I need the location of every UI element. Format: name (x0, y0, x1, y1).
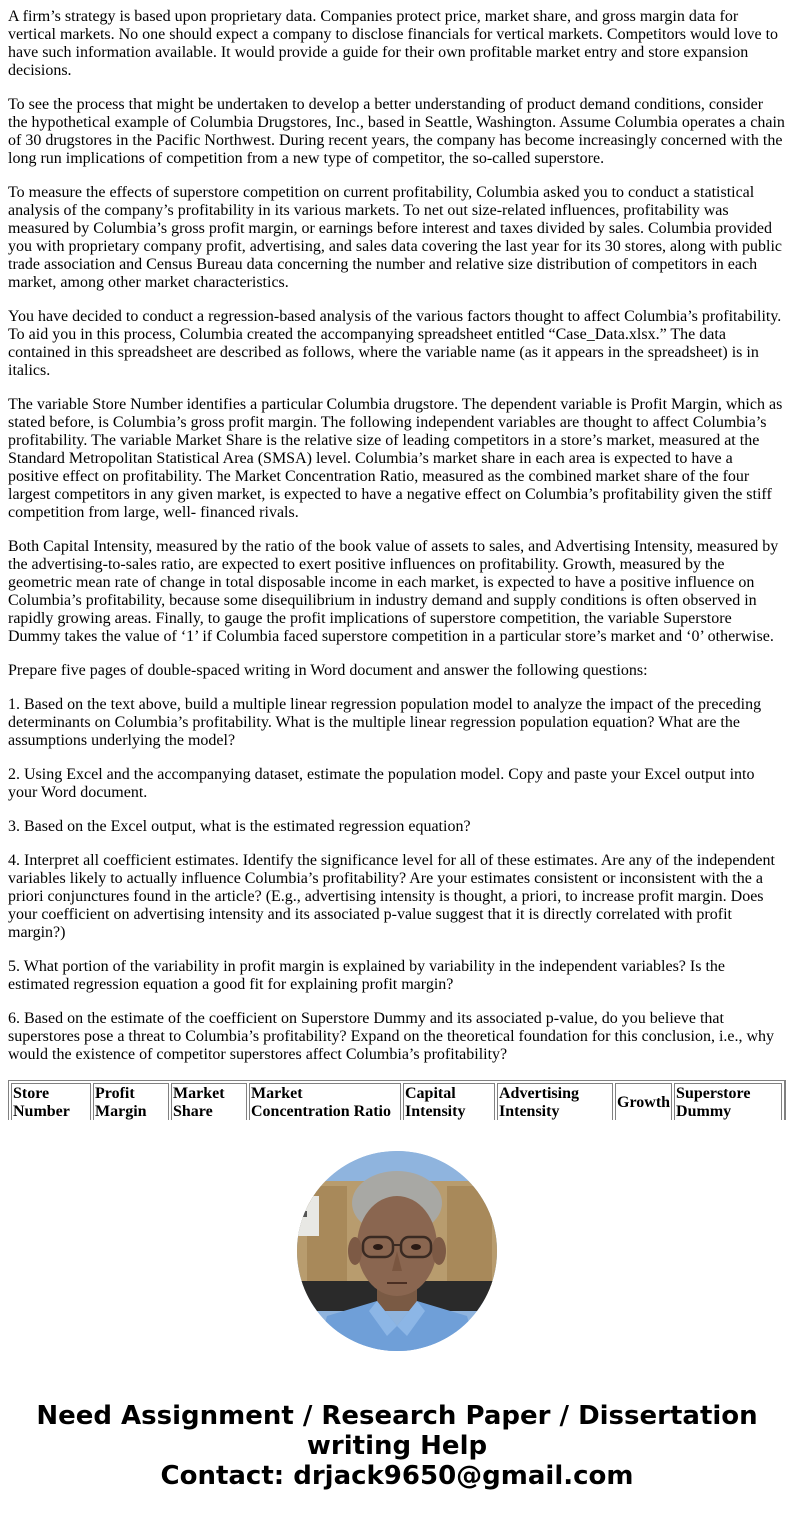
header-market-share: Market Share (171, 1083, 247, 1120)
intro-paragraph: A firm’s strategy is based upon proprietary data. Companies protect price, market share, and gross margin data for vertical markets. No one should expect a company to disclose financials for vertical markets. Competitors would love to have such information available. It would provide a guide for their own profitable market entry and store expansion decisions. (8, 8, 779, 79)
avatar-container (0, 1151, 794, 1351)
person-portrait-icon (297, 1151, 497, 1351)
question-6: 6. Based on the estimate of the coefficient on Superstore Dummy and its associated p-value, do you believe that superstores pose a threat to Columbia’s profitability? Expand on the theoretical foundation for this conclusion, i.e., why would the existence of competitor superstores affect Columbia’s profitability? (8, 1010, 775, 1063)
header-market-concentration-ratio: Market Concentration Ratio (249, 1083, 401, 1120)
instructions-paragraph: Prepare five pages of double-spaced writing in Word document and answer the following questions: (8, 662, 648, 679)
data-table (8, 1080, 785, 1120)
promo-contact: Contact: drjack9650@gmail.com (160, 1461, 634, 1491)
header-growth: Growth (615, 1083, 672, 1120)
promo-banner (0, 1401, 794, 1491)
promo-headline: Need Assignment / Research Paper / Dissertation (36, 1401, 758, 1431)
header-store-number: Store Number (11, 1083, 91, 1120)
context-paragraph: To see the process that might be undertaken to develop a better understanding of product demand conditions, consider the hypothetical example of Columbia Drugstores, Inc., based in Seattle, Washington. Assume Columbia operates a chain of 30 drugstores in the Pacific Northwest. During recent years, the company has become increasingly concerned with the long run implications of competition from a new type of competitor, the so-called superstore. (8, 96, 785, 167)
table-header-row (11, 1083, 782, 1120)
header-superstore-dummy: Superstore Dummy (674, 1083, 782, 1120)
question-2: 2. Using Excel and the accompanying dataset, estimate the population model. Copy and paste your Excel output into your Word document. (8, 766, 755, 801)
header-advertising-intensity: Advertising Intensity (497, 1083, 613, 1120)
question-1: 1. Based on the text above, build a multiple linear regression population model to analyze the impact of the preceding determinants on Columbia’s profitability. What is the multiple linear regression population equation? What are the assumptions underlying the model? (8, 696, 762, 749)
promo-subheadline: writing Help (306, 1431, 488, 1461)
measurement-paragraph: To measure the effects of superstore competition on current profitability, Columbia asked you to conduct a statistical analysis of the company’s profitability in its various markets. To net out size-related influences, profitability was measured by Columbia’s gross profit margin, or earnings before interest and taxes divided by sales. Columbia provided you with proprietary company profit, advertising, and sales data covering the last year for its 30 stores, along with public trade association and Census Bureau data concerning the number and relative size distribution of competitors in each market, among other market characteristics. (8, 184, 783, 291)
spreadsheet-paragraph: You have decided to conduct a regression-based analysis of the various factors thought to affect Columbia’s profitability. To aid you in this process, Columbia created the accompanying spreadsheet entitled “Case_Data.xlsx.” The data contained in this spreadsheet are described as follows, where the variable name (as it appears in the spreadsheet) is in italics. (8, 308, 782, 379)
question-3: 3. Based on the Excel output, what is the estimated regression equation? (8, 818, 471, 835)
intensity-paragraph: Both Capital Intensity, measured by the ratio of the book value of assets to sales, and Advertising Intensity, measured by the advertising-to-sales ratio, are expected to exert positive influences on profitability. Growth, measured by the geometric mean rate of change in total disposable income in each market, is expected to have a positive influence on Columbia’s profitability, because some disequilibrium in industry demand and supply conditions is often observed in rapidly growing areas. Finally, to gauge the profit implications of superstore competition, the variable Superstore Dummy takes the value of ‘1’ if Columbia faced superstore competition in a particular store’s market and ‘0’ otherwise. (8, 538, 779, 645)
header-capital-intensity: Capital Intensity (403, 1083, 495, 1120)
variables-paragraph: The variable Store Number identifies a particular Columbia drugstore. The dependent variable is Profit Margin, which as stated before, is Columbia’s gross profit margin. The following independent variables are thought to affect Columbia’s profitability. The variable Market Share is the relative size of leading competitors in a store’s market, measured at the Standard Metropolitan Statistical Area (SMSA) level. Columbia’s market share in each area is expected to have a positive effect on profitability. The Market Concentration Ratio, measured as the combined market share of the four largest competitors in any given market, is expected to have a negative effect on Columbia’s profitability given the stiff competition from large, well- financed rivals. (8, 396, 783, 521)
header-profit-margin: Profit Margin (93, 1083, 169, 1120)
question-5: 5. What portion of the variability in profit margin is explained by variability in the independent variables? Is the estimated regression equation a good fit for explaining profit margin? (8, 958, 725, 993)
data-table-container (8, 1080, 786, 1120)
avatar (297, 1151, 497, 1351)
question-4: 4. Interpret all coefficient estimates. Identify the significance level for all of these estimates. Are any of the independent variables likely to actually influence Columbia’s profitability? Are your estimates consistent or inconsistent with the a priori conjunctures found in the article? (E.g., advertising intensity is thought, a priori, to increase profit margin. Does your coefficient on advertising intensity and its associated p-value suggest that it is directly correlated with profit margin?) (8, 852, 775, 941)
